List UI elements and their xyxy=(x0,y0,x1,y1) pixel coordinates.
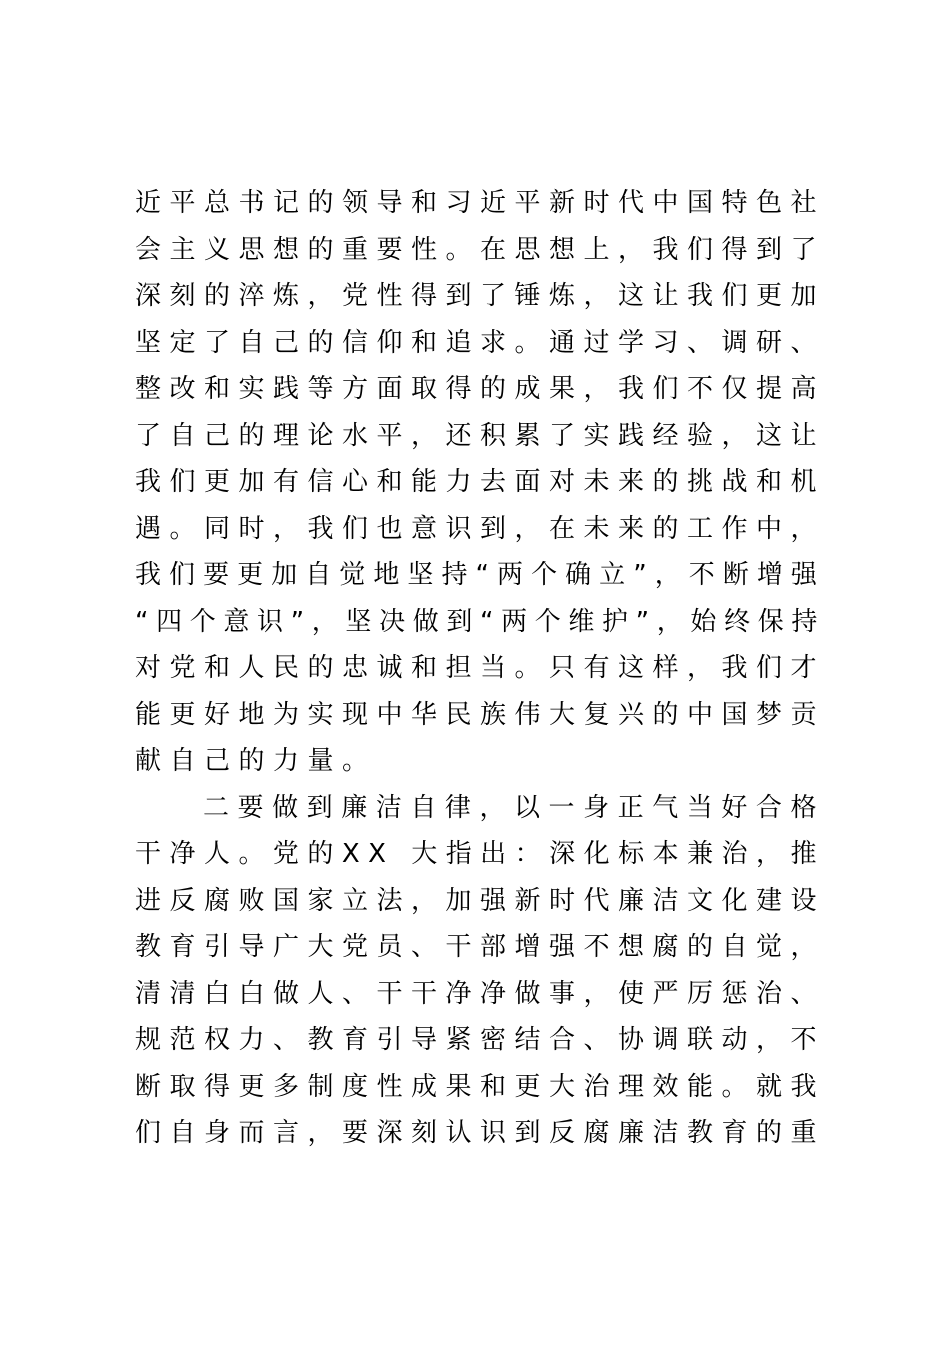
text-line-content: 清清白白做人、干干净净做事，使严厉惩治、 xyxy=(135,978,825,1009)
text-line xyxy=(135,831,825,878)
text-line xyxy=(135,738,825,785)
text-line-content: “四个意识”，坚决做到“两个维护”，始终保持 xyxy=(135,606,825,637)
text-line xyxy=(135,273,825,320)
text-line-content: 们自身而言，要深刻认识到反腐廉洁教育的重 xyxy=(135,1118,825,1148)
text-line-content: 对党和人民的忠诚和担当。只有这样，我们才 xyxy=(135,653,825,683)
text-line-content: 遇。同时，我们也意识到，在未来的工作中， xyxy=(135,513,825,544)
text-line xyxy=(135,971,825,1018)
text-line xyxy=(135,1017,825,1064)
text-line-content: 能更好地为实现中华民族伟大复兴的中国梦贡 xyxy=(135,699,825,730)
text-line-content: 进反腐败国家立法，加强新时代廉洁文化建设 xyxy=(135,885,825,916)
text-line-content: 献自己的力量。 xyxy=(135,746,377,776)
document-body xyxy=(135,180,825,1157)
text-line xyxy=(135,180,825,227)
text-line xyxy=(135,320,825,367)
paragraph-start-line xyxy=(135,785,825,832)
text-line xyxy=(135,459,825,506)
text-line-content: 整改和实践等方面取得的成果，我们不仅提高 xyxy=(135,374,825,404)
text-line-content: 我们要更加自觉地坚持“两个确立”，不断增强 xyxy=(135,560,825,590)
text-line xyxy=(135,878,825,925)
text-line-content: 了自己的理论水平，还积累了实践经验，这让 xyxy=(135,420,825,451)
text-line xyxy=(135,413,825,460)
text-line xyxy=(135,552,825,599)
text-line-content: 教育引导广大党员、干部增强不想腐的自觉， xyxy=(135,932,825,962)
text-line-content: 我们更加有信心和能力去面对未来的挑战和机 xyxy=(135,467,825,497)
text-line-content: 干净人。党的XX 大指出：深化标本兼治，推 xyxy=(135,839,825,869)
text-line-content: 深刻的淬炼，党性得到了锤炼，这让我们更加 xyxy=(135,281,825,311)
text-line xyxy=(135,599,825,646)
text-line xyxy=(135,1110,825,1157)
text-line xyxy=(135,645,825,692)
text-line xyxy=(135,506,825,553)
text-line-content: 近平总书记的领导和习近平新时代中国特色社 xyxy=(135,188,825,218)
text-line-content: 坚定了自己的信仰和追求。通过学习、调研、 xyxy=(135,327,825,358)
text-line-content: 规范权力、教育引导紧密结合、协调联动，不 xyxy=(135,1025,825,1055)
text-line-content: 会主义思想的重要性。在思想上，我们得到了 xyxy=(135,234,825,265)
text-line-content: 断取得更多制度性成果和更大治理效能。就我 xyxy=(135,1071,825,1102)
text-line-content: 二要做到廉洁自律，以一身正气当好合格 xyxy=(203,792,825,823)
text-line xyxy=(135,924,825,971)
text-line xyxy=(135,366,825,413)
text-line xyxy=(135,692,825,739)
text-line xyxy=(135,1064,825,1111)
text-line xyxy=(135,227,825,274)
